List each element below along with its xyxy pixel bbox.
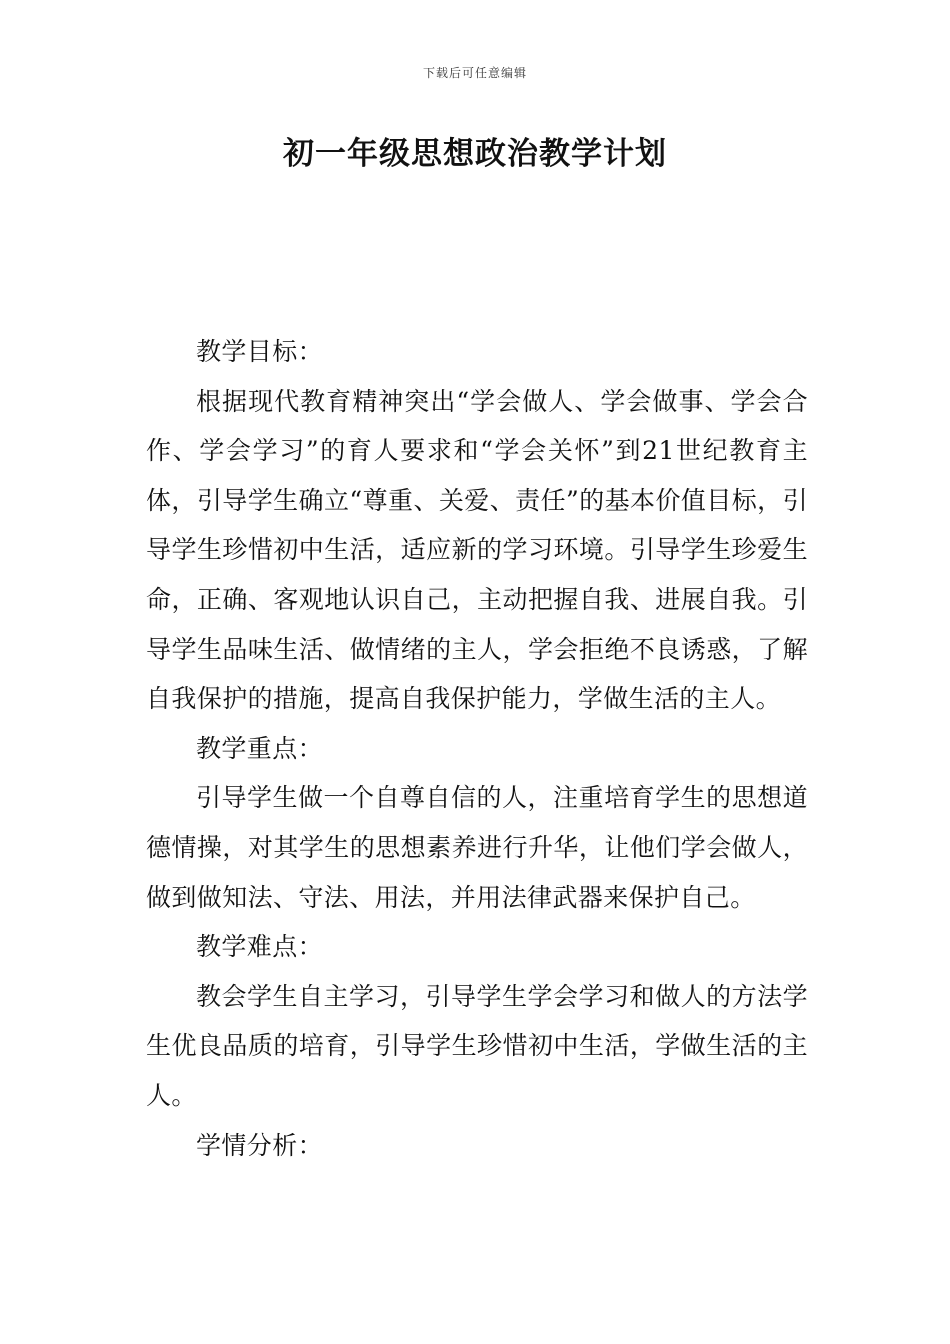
document-title: 初一年级思想政治教学计划: [283, 136, 667, 172]
section-heading-student-analysis: 学情分析：: [196, 1130, 324, 1160]
section-heading-teaching-goals: 教学目标：: [196, 337, 324, 366]
header-note: 下载后可任意编辑: [422, 66, 527, 80]
paragraph-teaching-difficulties: 教会学生自主学习，引导学生学会学习和做人的方法学生优良品质的培育，引导学生珍惜初中生活，学做生活的主人。: [146, 981, 808, 1110]
section-heading-teaching-difficulties: 教学难点：: [196, 932, 324, 962]
paragraph-teaching-goals: 根据现代教育精神突出“学会做人、学会做事、学会合作、学会学习”的育人要求和“学会关怀”到21世纪教育主体，引导学生确立“尊重、关爱、责任”的基本价值目标，引导学生珍惜初中生活，适应新的学习环境。引导学生珍爱生命，正确、客观地认识自己，主动把握自我、进展自我。引导学生品味生活、做情绪的主人，学会拒绝不良诱惑，了解自我保护的措施，提高自我保护能力，学做生活的主人。: [146, 386, 808, 714]
section-heading-teaching-focus: 教学重点：: [196, 733, 324, 763]
document-body: [146, 327, 808, 1170]
paragraph-teaching-focus: 引导学生做一个自尊自信的人，注重培育学生的思想道德情操，对其学生的思想素养进行升华，让他们学会做人，做到做知法、守法、用法，并用法律武器来保护自己。: [146, 783, 808, 912]
